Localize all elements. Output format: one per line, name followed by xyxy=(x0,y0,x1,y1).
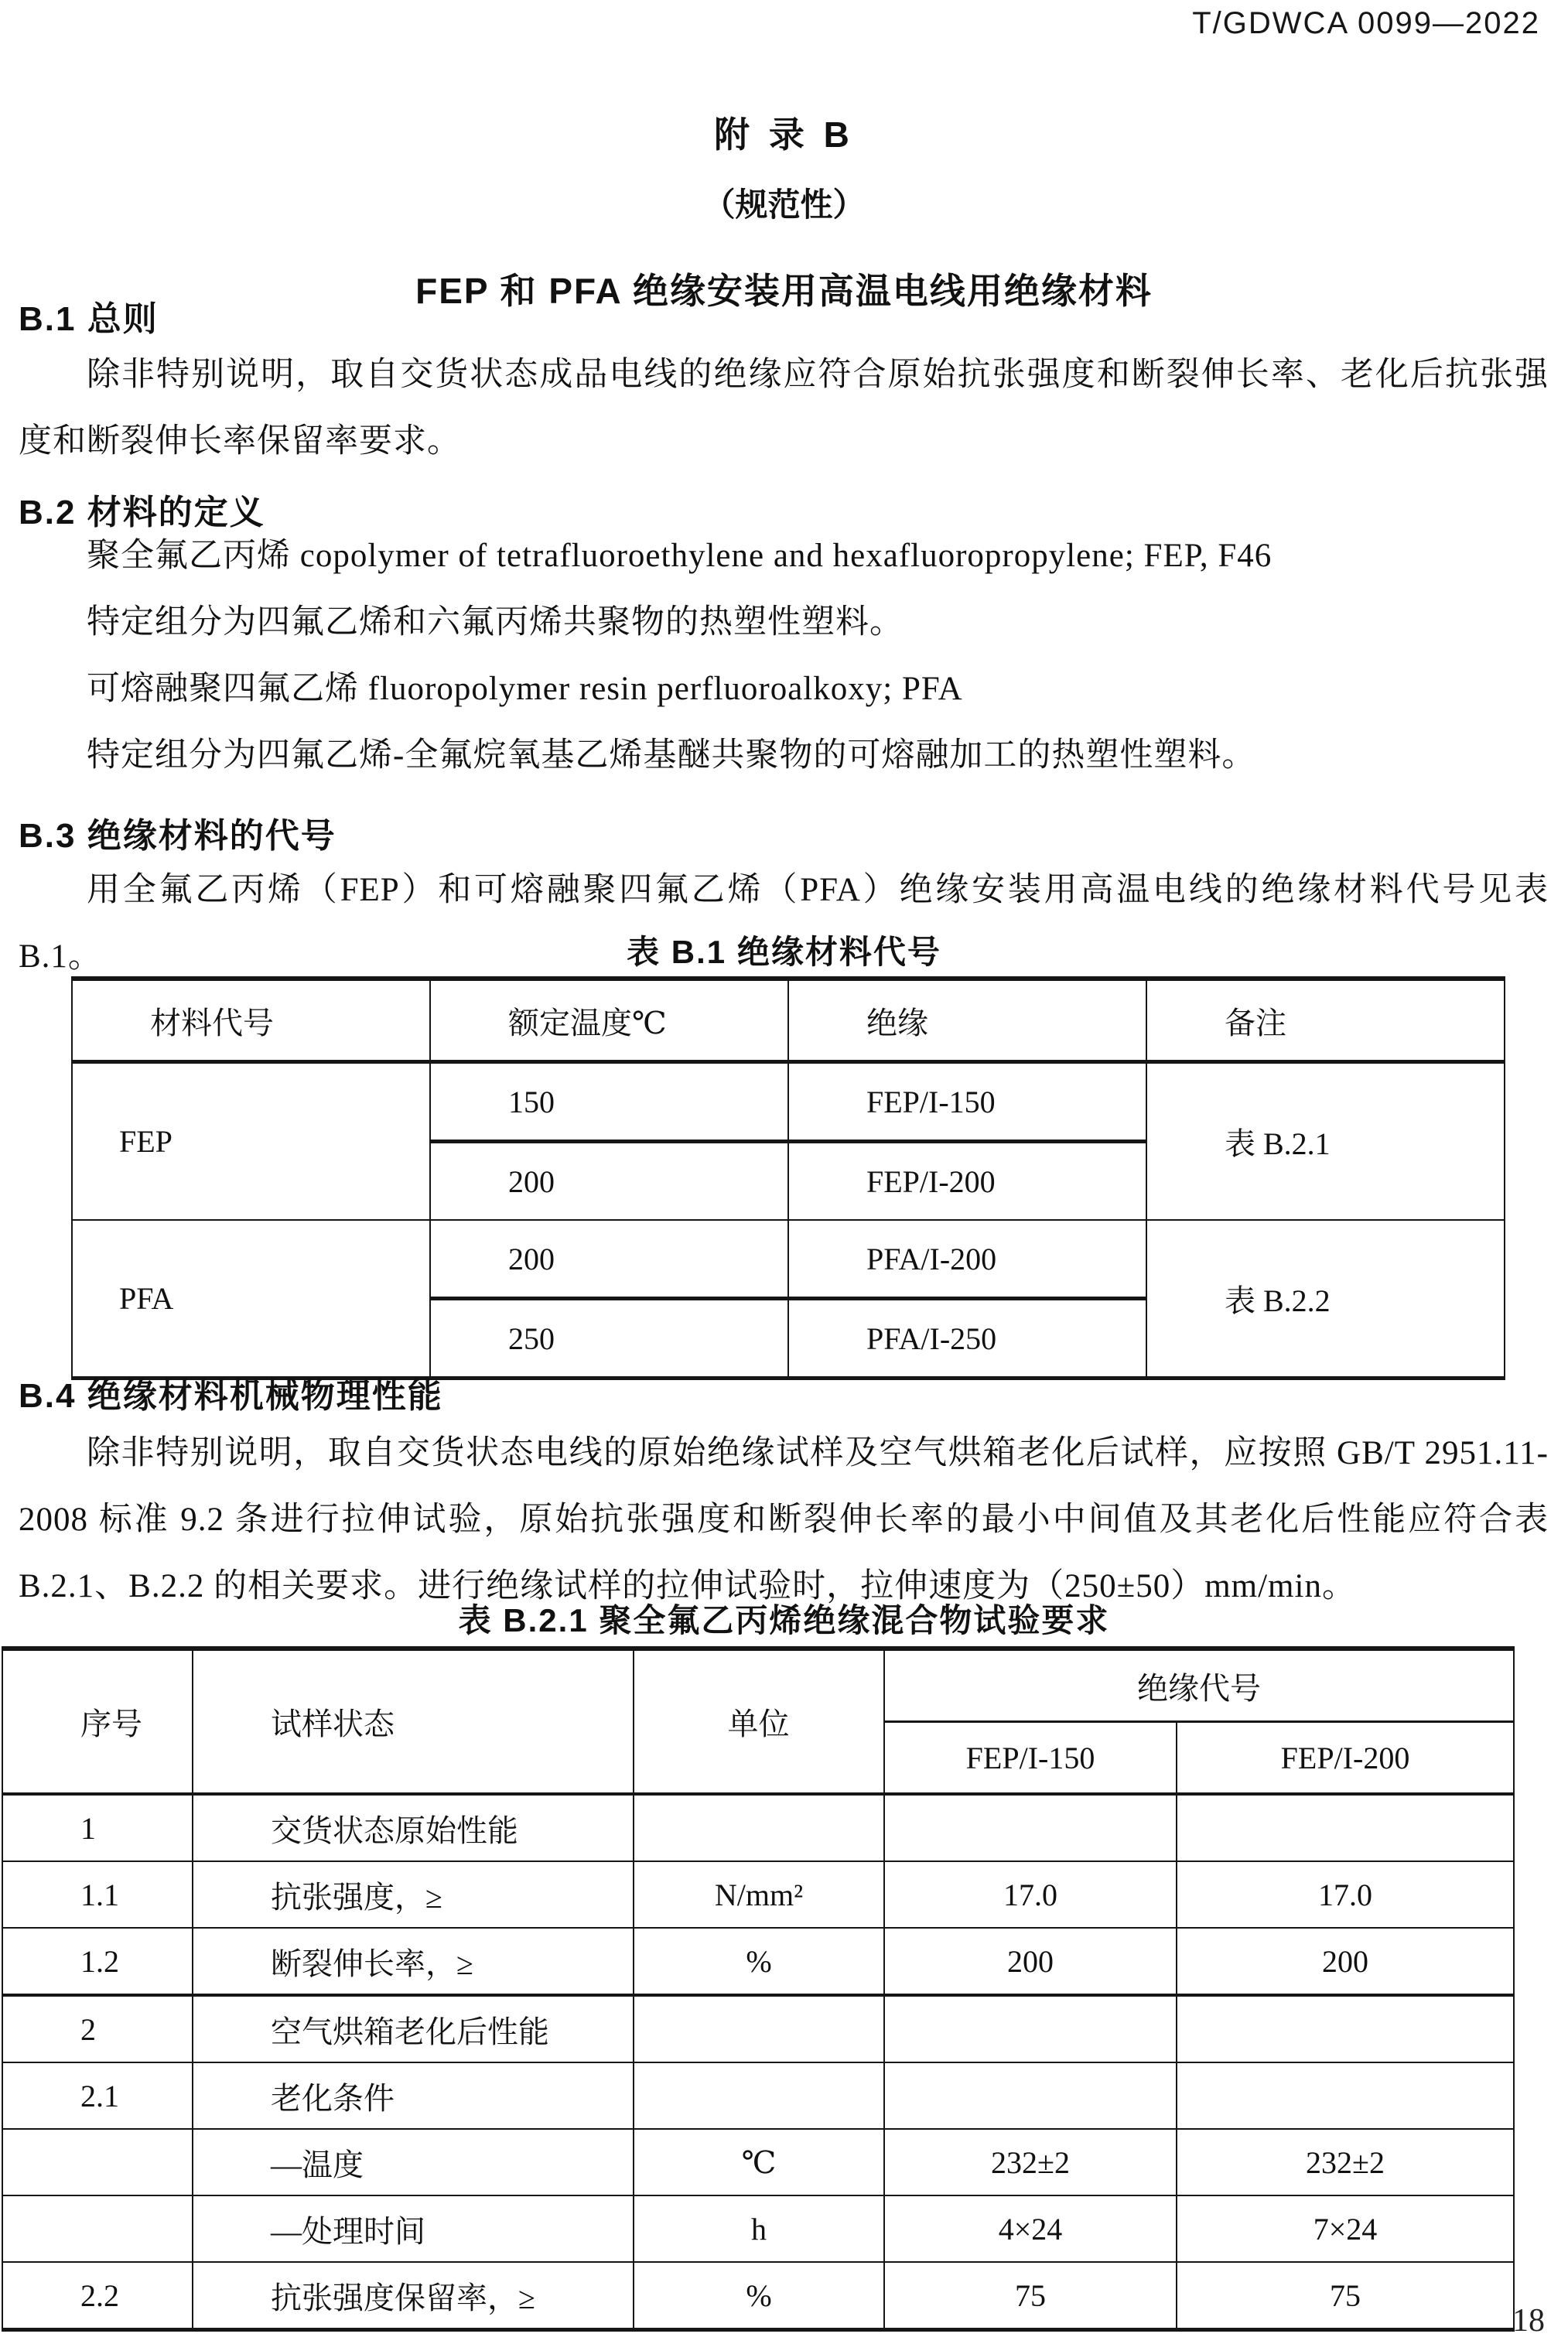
table-b1-header-material: 材料代号 xyxy=(72,979,430,1062)
sample-state-cell: 老化条件 xyxy=(193,2062,634,2129)
section-b3-paragraph: 用全氟乙丙烯（FEP）和可熔融聚四氟乙烯（PFA）绝缘安装用高温电线的绝缘材料代号见表 B.1。 xyxy=(19,872,1549,975)
remark-cell: 表 B.2.1 xyxy=(1146,1062,1505,1221)
material-code-cell: PFA xyxy=(72,1220,430,1379)
table-b21-header-code-1: FEP/I-150 xyxy=(884,1722,1177,1795)
value-cell: 75 xyxy=(1177,2262,1514,2330)
row-no-cell: 2.2 xyxy=(2,2262,193,2330)
sample-state-cell: —处理时间 xyxy=(193,2195,634,2262)
value-cell xyxy=(1177,1794,1514,1861)
rated-temp-cell: 150 xyxy=(430,1062,788,1142)
table-row xyxy=(72,1220,1505,1299)
table-b21-caption: 表 B.2.1 聚全氟乙丙烯绝缘混合物试验要求 xyxy=(458,1602,1110,1638)
rated-temp-cell: 250 xyxy=(430,1299,788,1379)
insulation-code-cell: FEP/I-200 xyxy=(788,1142,1146,1221)
section-b2-paragraphs xyxy=(19,523,1549,789)
value-cell xyxy=(884,1995,1177,2062)
value-cell: 200 xyxy=(884,1928,1177,1995)
value-cell: 200 xyxy=(1177,1928,1514,1995)
value-cell: 17.0 xyxy=(884,1861,1177,1928)
section-b4-heading: B.4 绝缘材料机械物理性能 xyxy=(19,1377,443,1415)
value-cell xyxy=(884,2062,1177,2129)
table-b1 xyxy=(71,976,1505,1380)
table-row xyxy=(2,2195,1514,2262)
value-cell: 17.0 xyxy=(1177,1861,1514,1928)
section-b2-paragraph-4: 特定组分为四氟乙烯-全氟烷氧基乙烯基醚共聚物的可熔融加工的热塑性塑料。 xyxy=(87,737,1256,774)
table-b21-header-state: 试样状态 xyxy=(193,1649,634,1794)
table-row xyxy=(2,1928,1514,1995)
row-no-cell: 1.1 xyxy=(2,1861,193,1928)
row-no-cell: 1 xyxy=(2,1794,193,1861)
table-b21-header-codes-group: 绝缘代号 xyxy=(884,1649,1514,1722)
table-row xyxy=(2,2062,1514,2129)
value-cell: 4×24 xyxy=(884,2195,1177,2262)
table-row xyxy=(2,2262,1514,2330)
unit-cell xyxy=(634,2062,884,2129)
appendix-title: 附 录 B xyxy=(714,114,854,155)
table-b1-header-remark: 备注 xyxy=(1146,979,1505,1062)
table-b21-header-code-2: FEP/I-200 xyxy=(1177,1722,1514,1795)
unit-cell: % xyxy=(634,2262,884,2330)
value-cell: 7×24 xyxy=(1177,2195,1514,2262)
table-row xyxy=(72,1062,1505,1142)
row-no-cell xyxy=(2,2195,193,2262)
value-cell xyxy=(1177,1995,1514,2062)
value-cell: 232±2 xyxy=(884,2129,1177,2195)
table-b21-header-no: 序号 xyxy=(2,1649,193,1794)
unit-cell xyxy=(634,1995,884,2062)
table-b1-header-temp: 额定温度℃ xyxy=(430,979,788,1062)
sample-state-cell: 抗张强度，≥ xyxy=(193,1861,634,1928)
insulation-code-cell: PFA/I-200 xyxy=(788,1220,1146,1299)
table-b1-header-insulation: 绝缘 xyxy=(788,979,1146,1062)
section-b1-paragraph: 除非特别说明，取自交货状态成品电线的绝缘应符合原始抗张强度和断裂伸长率、老化后抗张强度和断裂伸长率保留率要求。 xyxy=(19,357,1549,460)
row-no-cell: 2 xyxy=(2,1995,193,2062)
value-cell xyxy=(1177,2062,1514,2129)
insulation-code-cell: PFA/I-250 xyxy=(788,1299,1146,1379)
sample-state-cell: 抗张强度保留率，≥ xyxy=(193,2262,634,2330)
unit-cell xyxy=(634,1794,884,1861)
row-no-cell xyxy=(2,2129,193,2195)
unit-cell: ℃ xyxy=(634,2129,884,2195)
section-b3-heading: B.3 绝缘材料的代号 xyxy=(19,817,336,855)
unit-cell: N/mm² xyxy=(634,1861,884,1928)
table-b1-caption: 表 B.1 绝缘材料代号 xyxy=(627,934,941,970)
sample-state-cell: 断裂伸长率，≥ xyxy=(193,1928,634,1995)
page-number: 18 xyxy=(1512,2303,1545,2339)
material-code-cell: FEP xyxy=(72,1062,430,1221)
rated-temp-cell: 200 xyxy=(430,1142,788,1221)
sample-state-cell: 交货状态原始性能 xyxy=(193,1794,634,1861)
table-row xyxy=(2,1861,1514,1928)
appendix-subtitle: FEP 和 PFA 绝缘安装用高温电线用绝缘材料 xyxy=(415,271,1153,311)
table-row xyxy=(2,1794,1514,1861)
section-b2-paragraph-1: 聚全氟乙丙烯 copolymer of tetrafluoroethylene and hexafluoropropylene; FEP, F46 xyxy=(87,538,1273,574)
rated-temp-cell: 200 xyxy=(430,1220,788,1299)
remark-cell: 表 B.2.2 xyxy=(1146,1220,1505,1379)
row-no-cell: 1.2 xyxy=(2,1928,193,1995)
section-b4-paragraph: 除非特别说明，取自交货状态电线的原始绝缘试样及空气烘箱老化后试样，应按照 GB/T 2951.11-2008 标准 9.2 条进行拉伸试验，原始抗张强度和断裂伸长率的最小中间值及其老化后性能应符合表 B.2.1、B.2.2 的相关要求。进行绝缘试样的拉伸试验时，拉伸速度为（250±50）mm/min。 xyxy=(19,1435,1549,1604)
table-b21-header-unit: 单位 xyxy=(634,1649,884,1794)
sample-state-cell: 空气烘箱老化后性能 xyxy=(193,1995,634,2062)
value-cell: 232±2 xyxy=(1177,2129,1514,2195)
insulation-code-cell: FEP/I-150 xyxy=(788,1062,1146,1142)
section-b2-heading: B.2 材料的定义 xyxy=(19,494,265,531)
table-b1-header-row xyxy=(72,979,1505,1062)
doc-number: T/GDWCA 0099—2022 xyxy=(1192,6,1540,40)
unit-cell: h xyxy=(634,2195,884,2262)
row-no-cell: 2.1 xyxy=(2,2062,193,2129)
value-cell: 75 xyxy=(884,2262,1177,2330)
section-b2-paragraph-3: 可熔融聚四氟乙烯 fluoropolymer resin perfluoroalkoxy; PFA xyxy=(87,671,963,707)
appendix-normative-label: （规范性） xyxy=(702,186,866,223)
table-row xyxy=(2,2129,1514,2195)
section-b1-heading: B.1 总则 xyxy=(19,300,159,338)
unit-cell: % xyxy=(634,1928,884,1995)
table-b21 xyxy=(2,1646,1515,2332)
table-row xyxy=(2,1995,1514,2062)
appendix-title-block xyxy=(0,107,1568,314)
value-cell xyxy=(884,1794,1177,1861)
section-b2-paragraph-2: 特定组分为四氟乙烯和六氟丙烯共聚物的热塑性塑料。 xyxy=(87,604,904,641)
sample-state-cell: —温度 xyxy=(193,2129,634,2195)
table-b21-header-row-1 xyxy=(2,1649,1514,1722)
